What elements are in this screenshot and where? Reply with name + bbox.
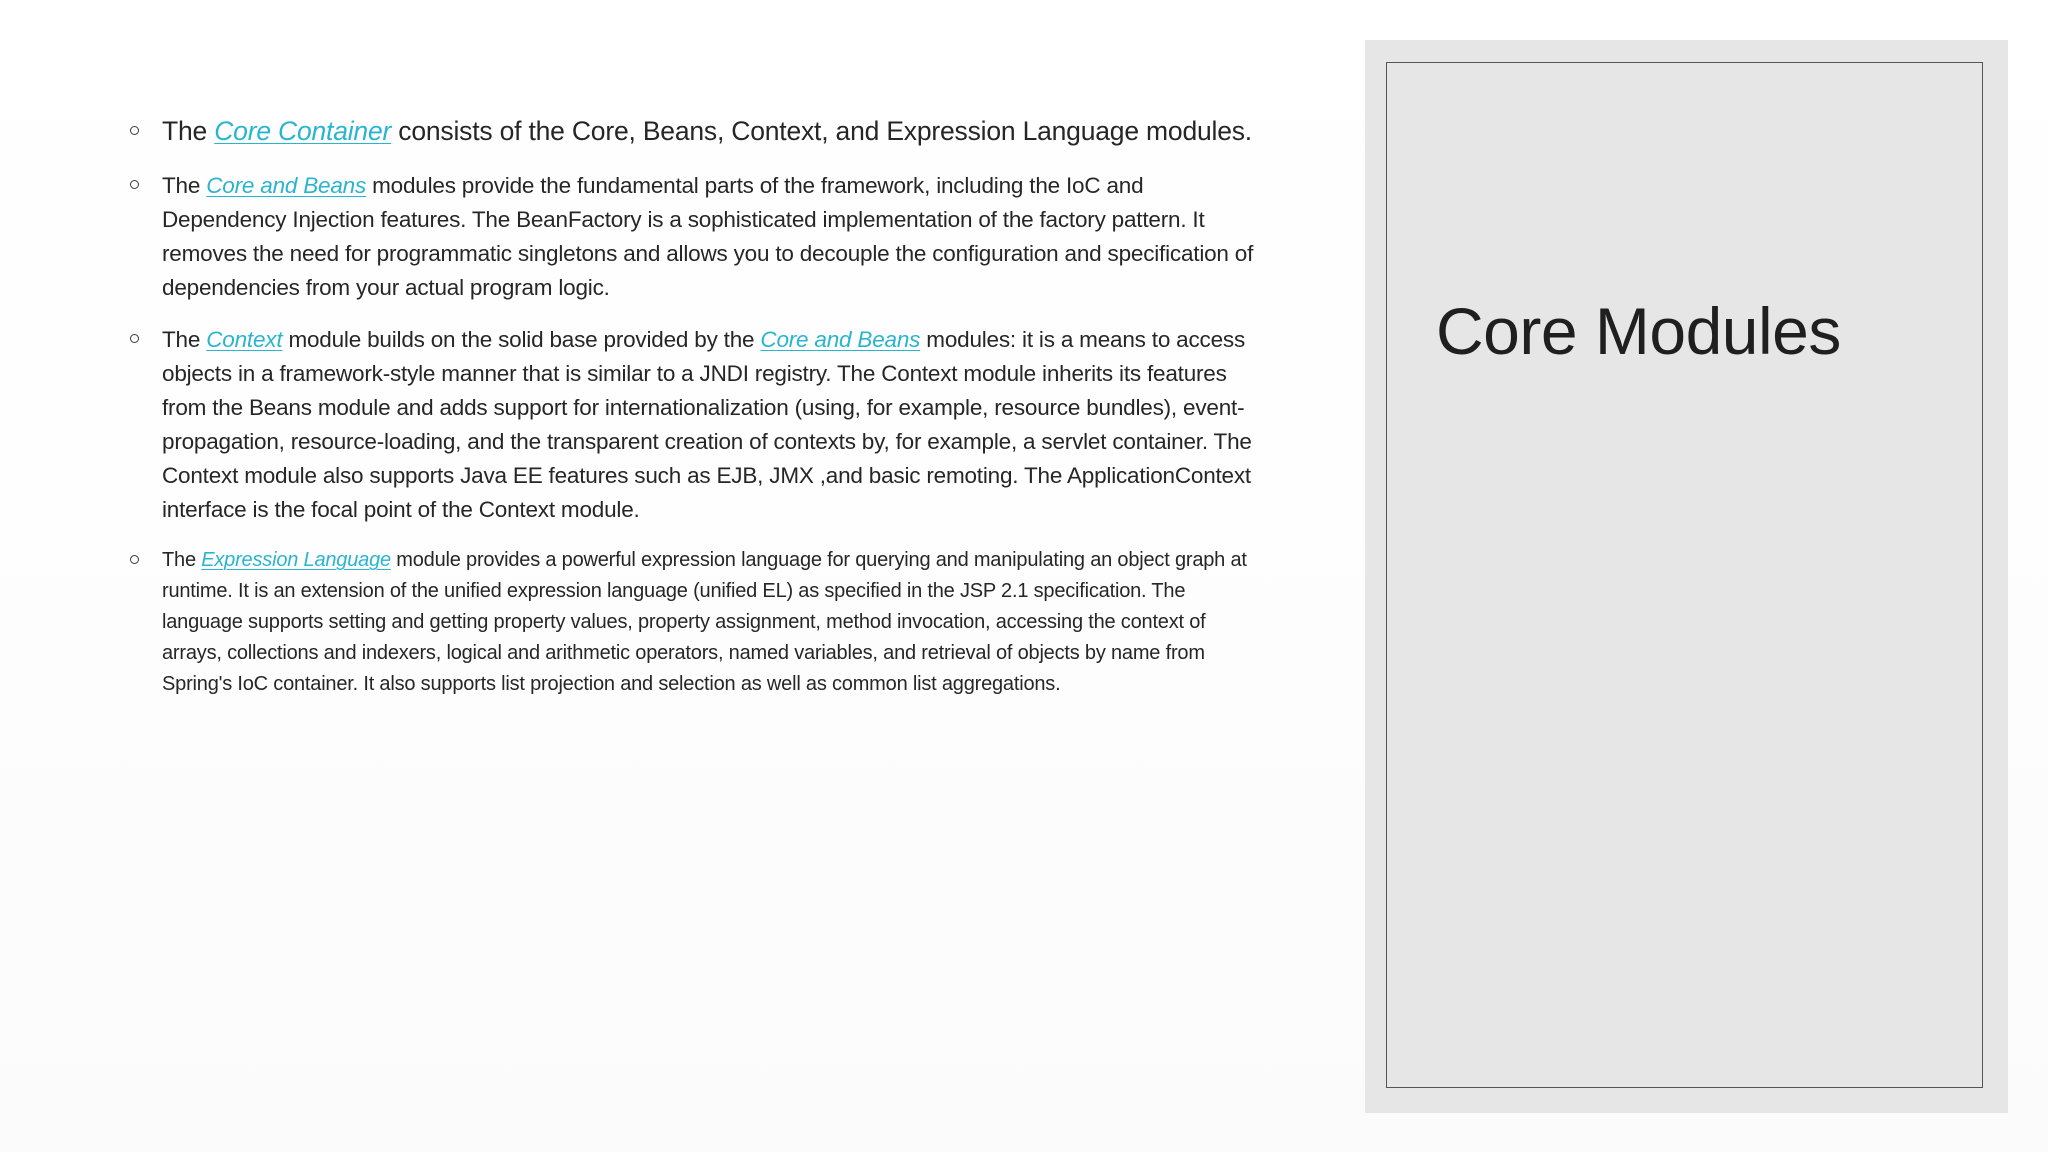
bullet-marker-icon [130, 555, 139, 564]
bullet-marker-icon [130, 334, 139, 343]
slide-content [126, 112, 1266, 718]
bullet-text: modules: it is a means to access objects in a framework-style manner that is similar to a JNDI registry. The Context module inherits its features from the Beans module and adds support for internationalization (using, for example, resource bundles), event-propagation, resource-loading, and the transparent creation of contexts by, for example, a servlet container. The Context module also supports Java EE features such as EJB, JMX ,and basic remoting. The ApplicationContext interface is the focal point of the Context module. [162, 327, 1252, 522]
bullet-text-middle: module builds on the solid base provided by the [282, 327, 761, 352]
slide-title: Core Modules [1436, 294, 1841, 368]
bullet-expression-language [126, 545, 1266, 700]
link-context[interactable]: Context [206, 327, 283, 352]
bullet-text: consists of the Core, Beans, Context, and Expression Language modules. [391, 116, 1252, 146]
bullet-text-prefix: The [162, 116, 215, 146]
bullet-core-and-beans [126, 169, 1266, 305]
bullet-marker-icon [130, 180, 139, 189]
link-core-container[interactable]: Core Container [214, 116, 392, 146]
title-panel-frame [1386, 62, 1983, 1088]
link-expression-language[interactable]: Expression Language [201, 549, 391, 571]
bullet-marker-icon [130, 126, 139, 135]
bullet-text-prefix: The [162, 327, 207, 352]
bullet-text-prefix: The [162, 173, 207, 198]
bullet-context [126, 323, 1266, 527]
bullet-text: module provides a powerful expression language for querying and manipulating an object graph at runtime. It is an extension of the unified expression language (unified EL) as specified in the JSP 2.1 specification. The language supports setting and getting property values, property assignment, method invocation, accessing the context of arrays, collections and indexers, logical and arithmetic operators, named variables, and retrieval of objects by name from Spring's IoC container. It also supports list projection and selection as well as common list aggregations. [162, 549, 1247, 695]
bullet-core-container [126, 112, 1266, 151]
link-core-and-beans[interactable]: Core and Beans [206, 173, 367, 198]
link-core-and-beans-2[interactable]: Core and Beans [760, 327, 921, 352]
bullet-text: modules provide the fundamental parts of the framework, including the IoC and Dependency Injection features. The BeanFactory is a sophisticated implementation of the factory pattern. It removes the need for programmatic singletons and allows you to decouple the configuration and specification of dependencies from your actual program logic. [162, 173, 1254, 300]
bullet-text-prefix: The [162, 549, 202, 571]
